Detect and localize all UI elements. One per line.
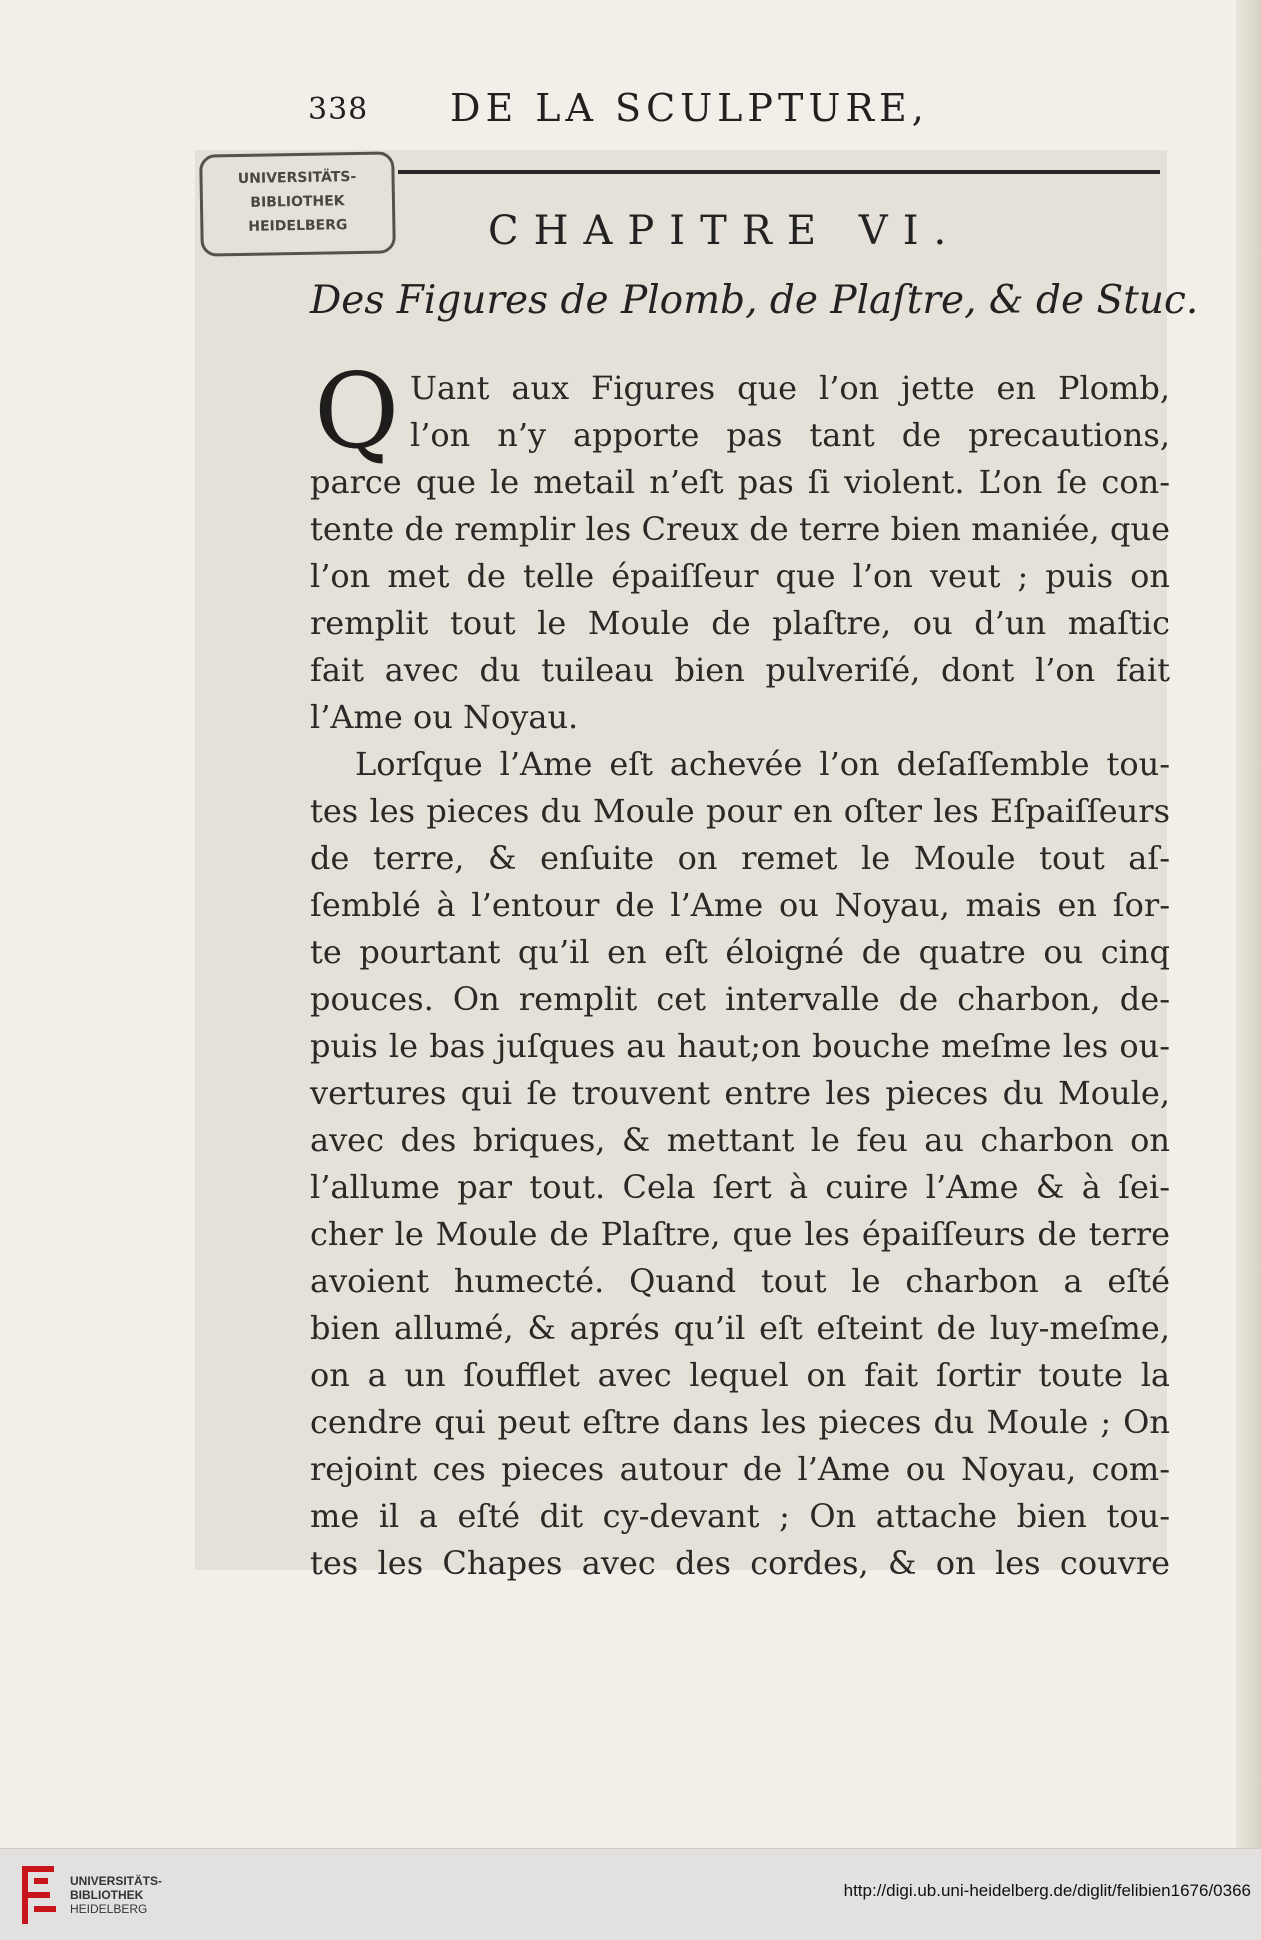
text-line: puis le bas juſques au haut;on bouche meſme les ou- xyxy=(310,1027,1170,1065)
text-line: de terre, & enſuite on remet le Moule tout aſ- xyxy=(310,839,1170,877)
running-head-title: DE LA SCULPTURE, xyxy=(450,86,929,130)
library-stamp xyxy=(199,151,396,256)
text-line: tes les Chapes avec des cordes, & on les couvre xyxy=(310,1544,1170,1582)
text-line: l’allume par tout. Cela ſert à cuire l’Ame & à ſei- xyxy=(310,1168,1170,1206)
chapter-subtitle: Des Figures de Plomb, de Plaſtre, & de Stuc. xyxy=(310,278,1199,323)
text-line: tes les pieces du Moule pour en oſter les Eſpaiſſeurs xyxy=(310,792,1170,830)
stamp-line: UNIVERSITÄTS- xyxy=(237,168,357,188)
logo-line: BIBLIOTHEK xyxy=(70,1888,144,1902)
text-line: Uant aux Figures que l’on jette en Plomb, xyxy=(410,369,1170,407)
text-line: fait avec du tuileau bien pulveriſé, dont l’on fait xyxy=(310,651,1170,689)
stamp-line: BIBLIOTHEK xyxy=(250,193,345,211)
text-line: ſemblé à l’entour de l’Ame ou Noyau, mais en ſor- xyxy=(310,886,1170,924)
running-head xyxy=(308,86,1008,136)
text-line: pouces. On remplit cet intervalle de charbon, de- xyxy=(310,980,1170,1018)
chapter-heading: CHAPITRE VI. xyxy=(488,208,962,254)
drop-cap: Q xyxy=(314,350,400,472)
text-line: cendre qui peut eſtre dans les pieces du Moule ; On xyxy=(310,1403,1170,1441)
text-line: parce que le metail n’eſt pas ſi violent. L’on ſe con- xyxy=(310,463,1170,501)
text-line: l’on n’y apporte pas tant de precautions, xyxy=(410,416,1170,454)
text-line: l’on met de telle épaiſſeur que l’on veut ; puis on xyxy=(310,557,1170,595)
logo-line: HEIDELBERG xyxy=(70,1902,148,1916)
text-line: me il a eſté dit cy-devant ; On attache bien tou- xyxy=(310,1497,1170,1535)
library-logo-icon xyxy=(16,1862,60,1928)
logo-line: UNIVERSITÄTS- xyxy=(70,1874,163,1888)
text-line: vertures qui ſe trouvent entre les pieces du Moule, xyxy=(310,1074,1170,1112)
text-line: rejoint ces pieces autour de l’Ame ou Noyau, com- xyxy=(310,1450,1170,1488)
text-line: Lorſque l’Ame eſt achevée l’on deſaſſemble tou- xyxy=(355,745,1170,783)
permalink-url[interactable]: http://digi.ub.uni-heidelberg.de/diglit/felibien1676/0366 xyxy=(843,1881,1251,1900)
text-line: te pourtant qu’il en eſt éloigné de quatre ou cinq xyxy=(310,933,1170,971)
text-line: cher le Moule de Plaſtre, que les épaiſſeurs de terre xyxy=(310,1215,1170,1253)
text-line: tente de remplir les Creux de terre bien maniée, que xyxy=(310,510,1170,548)
text-line: on a un ſoufflet avec lequel on fait ſortir toute la xyxy=(310,1356,1170,1394)
text-line: avec des briques, & mettant le feu au charbon on xyxy=(310,1121,1170,1159)
text-line: avoient humecté. Quand tout le charbon a eſté xyxy=(310,1262,1170,1300)
library-logo-text xyxy=(70,1874,162,1916)
text-line: l’Ame ou Noyau. xyxy=(310,698,579,736)
stamp-line: HEIDELBERG xyxy=(248,217,348,235)
viewer-footer xyxy=(0,1848,1261,1940)
text-line: bien allumé, & aprés qu’il eſt eſteint de luy-meſme, xyxy=(310,1309,1170,1347)
page-edge xyxy=(1236,0,1261,1848)
page-number: 338 xyxy=(308,92,369,127)
text-line: remplit tout le Moule de plaſtre, ou d’un maſtic xyxy=(310,604,1170,642)
header-rule xyxy=(398,170,1160,174)
